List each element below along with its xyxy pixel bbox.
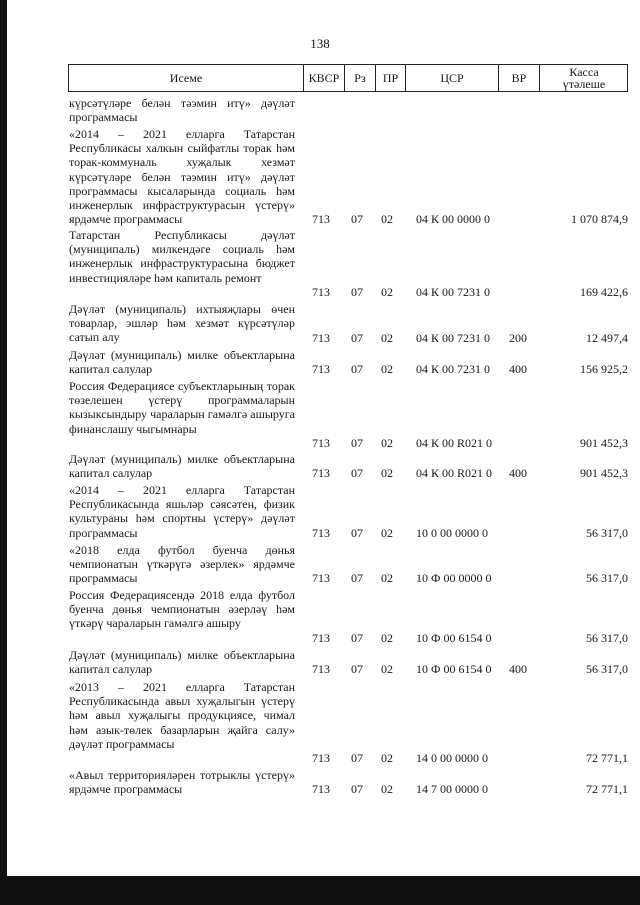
row-kvsr: 713 [312, 285, 330, 299]
row-rz: 07 [351, 212, 363, 226]
row-kassa: 169 422,6 [580, 285, 628, 299]
header-kvsr: КВСР [308, 71, 340, 85]
row-kvsr: 713 [312, 751, 330, 765]
row-pr: 02 [381, 212, 393, 226]
table-header [68, 64, 628, 92]
row-pr: 02 [381, 751, 393, 765]
row-csr: 04 К 00 R021 0 [416, 466, 493, 480]
row-kassa: 56 317,0 [586, 631, 628, 645]
row-kassa: 1 070 874,9 [571, 212, 628, 226]
row-vr: 400 [509, 466, 527, 480]
row-name: күрсәтүләре белән тәэмин итү» дәүләт программасы [69, 96, 295, 125]
row-pr: 02 [381, 436, 393, 450]
row-vr: 400 [509, 362, 527, 376]
row-kvsr: 713 [312, 526, 330, 540]
header-pr: ПР [382, 71, 399, 85]
header-vr: ВР [511, 71, 527, 85]
row-vr: 400 [509, 662, 527, 676]
row-kvsr: 713 [312, 466, 330, 480]
row-kassa: 12 497,4 [586, 331, 628, 345]
row-csr: 14 7 00 0000 0 [416, 782, 488, 796]
row-kvsr: 713 [312, 782, 330, 796]
row-name: Дәүләт (муниципаль) ихтыяҗлары өчен товарлар, эшләр һәм хезмәт күрсәтүләр сатып алу [69, 302, 295, 345]
row-kassa: 72 771,1 [586, 751, 628, 765]
table-row [0, 648, 640, 676]
row-kassa: 901 452,3 [580, 436, 628, 450]
table-row [0, 228, 640, 299]
table-row [0, 127, 640, 226]
table-row [0, 379, 640, 450]
row-csr: 10 Ф 00 6154 0 [416, 662, 492, 676]
row-kassa: 56 317,0 [586, 526, 628, 540]
row-kvsr: 713 [312, 331, 330, 345]
table-row [0, 96, 640, 124]
row-name: «2014 – 2021 елларга Татарстан Республикасында яшьләр сәясәтен, физик культураны һәм спортны үстерү» дәүләт программасы [69, 483, 295, 540]
row-name: «2013 – 2021 елларга Татарстан Республикасында авыл хуҗалыгын үстерү һәм авыл хуҗалыгы продукциясе, чимал һәм азык-төлек базарларын җайга салу» дәүләт программасы [69, 680, 295, 751]
row-pr: 02 [381, 285, 393, 299]
row-csr: 04 К 00 7231 0 [416, 331, 491, 345]
row-csr: 10 0 00 0000 0 [416, 526, 488, 540]
row-csr: 04 К 00 7231 0 [416, 362, 491, 376]
header-kassa: Касса үтәлеше [562, 65, 606, 91]
row-rz: 07 [351, 782, 363, 796]
row-kvsr: 713 [312, 436, 330, 450]
row-kvsr: 713 [312, 662, 330, 676]
row-kassa: 156 925,2 [580, 362, 628, 376]
row-kassa: 56 317,0 [586, 571, 628, 585]
row-name: Дәүләт (муниципаль) милке объектларына капитал салулар [69, 348, 295, 377]
row-rz: 07 [351, 662, 363, 676]
row-kassa: 72 771,1 [586, 782, 628, 796]
row-csr: 04 К 00 7231 0 [416, 285, 491, 299]
row-rz: 07 [351, 526, 363, 540]
row-csr: 10 Ф 00 6154 0 [416, 631, 492, 645]
row-pr: 02 [381, 662, 393, 676]
scan-bottom-edge [0, 876, 640, 905]
row-rz: 07 [351, 466, 363, 480]
row-csr: 10 Ф 00 0000 0 [416, 571, 492, 585]
table-row [0, 302, 640, 345]
row-rz: 07 [351, 362, 363, 376]
row-pr: 02 [381, 631, 393, 645]
row-kvsr: 713 [312, 571, 330, 585]
row-name: «Авыл территорияләрен тотрыклы үстерү» ярдәмче программасы [69, 768, 295, 797]
row-csr: 04 К 00 0000 0 [416, 212, 491, 226]
row-pr: 02 [381, 782, 393, 796]
table-row [0, 452, 640, 480]
row-csr: 14 0 00 0000 0 [416, 751, 488, 765]
row-name: Дәүләт (муниципаль) милке объектларына капитал салулар [69, 452, 295, 481]
row-rz: 07 [351, 631, 363, 645]
row-name: Татарстан Республикасы дәүләт (муниципаль) милкендәге социаль һәм инженерлык инфраструктурасына бюджет инвестицияләре һәм капиталь ремонт [69, 228, 295, 285]
row-kassa: 901 452,3 [580, 466, 628, 480]
page-number: 138 [310, 36, 330, 51]
row-kvsr: 713 [312, 362, 330, 376]
row-name: Дәүләт (муниципаль) милке объектларына капитал салулар [69, 648, 295, 677]
row-rz: 07 [351, 331, 363, 345]
table-row [0, 483, 640, 540]
row-name: «2014 – 2021 елларга Татарстан Республикасы халкын сыйфатлы торак һәм торак-коммуналь хуҗалык хезмәт күрсәтүләре белән тәэмин итү» дәүләт программасы кысаларында социаль һәм инженерлык инфраструктурасын үстерү» ярдәмче программасы [69, 127, 295, 227]
row-pr: 02 [381, 331, 393, 345]
header-csr: ЦСР [440, 71, 464, 85]
row-kvsr: 713 [312, 631, 330, 645]
row-name: Россия Федерациясе субъектларының торак төзелешен үстерү программаларын кызыксындыру чараларын гамәлгә ашыруга финанслашу чыгымнары [69, 379, 295, 436]
row-pr: 02 [381, 526, 393, 540]
row-rz: 07 [351, 571, 363, 585]
row-rz: 07 [351, 285, 363, 299]
row-pr: 02 [381, 466, 393, 480]
row-kvsr: 713 [312, 212, 330, 226]
row-rz: 07 [351, 751, 363, 765]
table-row [0, 768, 640, 796]
header-name: Исеме [169, 71, 203, 85]
table-row [0, 588, 640, 645]
row-pr: 02 [381, 571, 393, 585]
table-row [0, 348, 640, 376]
row-name: «2018 елда футбол буенча дөнья чемпионатын үткәрүгә әзерлек» ярдәмче программасы [69, 543, 295, 586]
row-csr: 04 К 00 R021 0 [416, 436, 493, 450]
row-pr: 02 [381, 362, 393, 376]
table-row [0, 680, 640, 765]
row-kassa: 56 317,0 [586, 662, 628, 676]
row-rz: 07 [351, 436, 363, 450]
row-vr: 200 [509, 331, 527, 345]
header-rz: Рз [354, 71, 366, 85]
table-row [0, 543, 640, 585]
row-name: Россия Федерациясендә 2018 елда футбол буенча дөнья чемпионатын әзерләү һәм үткәрү чараларын гамәлгә ашыру [69, 588, 295, 631]
